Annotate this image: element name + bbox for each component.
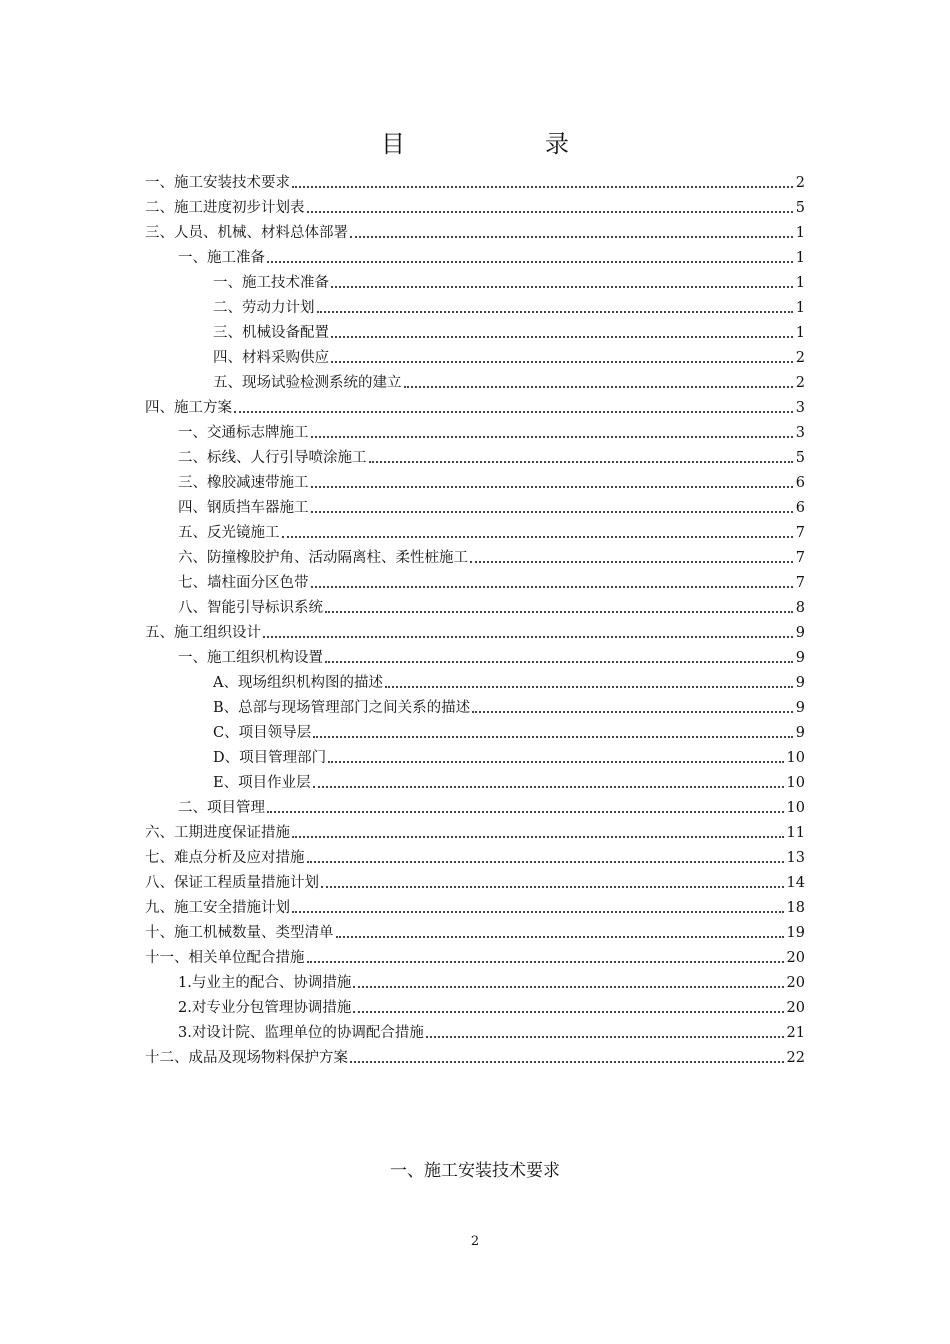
toc-entry-page: 20 bbox=[786, 950, 805, 966]
leader-dots bbox=[470, 560, 793, 563]
toc-entry[interactable] bbox=[213, 322, 805, 344]
leader-dots bbox=[307, 860, 784, 863]
toc-entry-page: 9 bbox=[795, 625, 805, 641]
leader-dots bbox=[404, 385, 793, 388]
toc-entry[interactable] bbox=[145, 897, 805, 919]
toc-entry[interactable] bbox=[145, 197, 805, 219]
toc-entry-page: 6 bbox=[795, 475, 805, 491]
toc-entry[interactable] bbox=[145, 872, 805, 894]
leader-dots bbox=[313, 785, 784, 788]
toc-entry[interactable] bbox=[178, 447, 805, 469]
leader-dots bbox=[311, 435, 793, 438]
leader-dots bbox=[317, 310, 793, 313]
toc-entry-label: 四、钢质挡车器施工 bbox=[178, 500, 309, 516]
toc-entry[interactable] bbox=[145, 922, 805, 944]
toc-entry[interactable] bbox=[178, 647, 805, 669]
toc-entry[interactable] bbox=[145, 947, 805, 969]
toc-entry[interactable] bbox=[213, 372, 805, 394]
toc-entry[interactable] bbox=[213, 672, 805, 694]
leader-dots bbox=[282, 535, 793, 538]
toc-entry-label: 二、项目管理 bbox=[178, 800, 265, 816]
toc-entry-label: 一、施工技术准备 bbox=[213, 275, 329, 291]
toc-entry[interactable] bbox=[178, 497, 805, 519]
toc-entry[interactable] bbox=[145, 397, 805, 419]
leader-dots bbox=[321, 885, 784, 888]
toc-entry-label: 七、墙柱面分区色带 bbox=[178, 575, 309, 591]
toc-entry[interactable] bbox=[145, 847, 805, 869]
toc-entry-label: 二、标线、人行引导喷涂施工 bbox=[178, 450, 367, 466]
leader-dots bbox=[311, 510, 793, 513]
toc-entry[interactable] bbox=[213, 297, 805, 319]
toc-entry-page: 10 bbox=[786, 775, 805, 791]
toc-entry[interactable] bbox=[178, 472, 805, 494]
toc-entry-page: 20 bbox=[786, 975, 805, 991]
toc-entry-page: 8 bbox=[795, 600, 805, 616]
toc-entry[interactable] bbox=[213, 347, 805, 369]
leader-dots bbox=[331, 335, 793, 338]
toc-entry-label: 五、反光镜施工 bbox=[178, 525, 280, 541]
toc-entry-label: 四、施工方案 bbox=[145, 400, 232, 416]
toc-entry-page: 1 bbox=[795, 225, 805, 241]
toc-entry[interactable] bbox=[178, 997, 805, 1019]
toc-entry-label: A、现场组织机构图的描述 bbox=[213, 675, 383, 691]
toc-entry-page: 1 bbox=[795, 250, 805, 266]
toc-entry-label: D、项目管理部门 bbox=[213, 750, 327, 766]
toc-entry-page: 20 bbox=[786, 1000, 805, 1016]
toc-entry-label: 六、工期进度保证措施 bbox=[145, 825, 290, 841]
toc-entry-page: 7 bbox=[795, 575, 805, 591]
toc-entry-page: 9 bbox=[795, 675, 805, 691]
toc-entry[interactable] bbox=[178, 522, 805, 544]
toc-entry-page: 18 bbox=[786, 900, 805, 916]
toc-entry[interactable] bbox=[145, 222, 805, 244]
toc-entry-label: 1.与业主的配合、协调措施 bbox=[178, 975, 352, 991]
toc-entry[interactable] bbox=[178, 972, 805, 994]
leader-dots bbox=[369, 460, 793, 463]
leader-dots bbox=[307, 960, 784, 963]
leader-dots bbox=[385, 685, 793, 688]
toc-title bbox=[0, 128, 950, 160]
toc-entry[interactable] bbox=[213, 272, 805, 294]
toc-entry[interactable] bbox=[178, 247, 805, 269]
toc-entry[interactable] bbox=[213, 747, 805, 769]
toc-entry[interactable] bbox=[178, 1022, 805, 1044]
toc-entry-page: 13 bbox=[786, 850, 805, 866]
toc-entry-label: 三、人员、机械、材料总体部署 bbox=[145, 225, 348, 241]
toc-entry-page: 2 bbox=[795, 375, 805, 391]
leader-dots bbox=[350, 235, 793, 238]
toc-entry-page: 7 bbox=[795, 550, 805, 566]
toc-entry-page: 7 bbox=[795, 525, 805, 541]
leader-dots bbox=[353, 985, 783, 988]
toc-entry-page: 19 bbox=[786, 925, 805, 941]
toc-entry-label: 六、防撞橡胶护角、活动隔离柱、柔性桩施工 bbox=[178, 550, 468, 566]
leader-dots bbox=[472, 710, 793, 713]
toc-entry-label: 二、施工进度初步计划表 bbox=[145, 200, 305, 216]
toc-entry[interactable] bbox=[178, 597, 805, 619]
toc-entry-label: 七、难点分析及应对措施 bbox=[145, 850, 305, 866]
leader-dots bbox=[331, 360, 793, 363]
toc-entry-label: 一、施工组织机构设置 bbox=[178, 650, 323, 666]
toc-entry-label: 三、机械设备配置 bbox=[213, 325, 329, 341]
toc-entry-label: 十一、相关单位配合措施 bbox=[145, 950, 305, 966]
toc-entry-page: 10 bbox=[786, 750, 805, 766]
toc-entry-label: E、项目作业层 bbox=[213, 775, 311, 791]
leader-dots bbox=[292, 835, 784, 838]
toc-entry-page: 6 bbox=[795, 500, 805, 516]
leader-dots bbox=[350, 1060, 784, 1063]
toc-entry-label: 一、施工安装技术要求 bbox=[145, 175, 290, 191]
leader-dots bbox=[267, 260, 793, 263]
leader-dots bbox=[311, 485, 793, 488]
toc-entry-label: 二、劳动力计划 bbox=[213, 300, 315, 316]
toc-entry-label: 八、保证工程质量措施计划 bbox=[145, 875, 319, 891]
toc-entry[interactable] bbox=[145, 1047, 805, 1069]
leader-dots bbox=[234, 410, 793, 413]
toc-entry-page: 5 bbox=[795, 200, 805, 216]
section-heading: 一、施工安装技术要求 bbox=[390, 1161, 560, 1181]
toc-entry-page: 3 bbox=[795, 400, 805, 416]
toc-entry-label: 2.对专业分包管理协调措施 bbox=[178, 1000, 352, 1016]
leader-dots bbox=[325, 610, 793, 613]
toc-entry[interactable] bbox=[178, 422, 805, 444]
toc-entry[interactable] bbox=[213, 697, 805, 719]
leader-dots bbox=[292, 185, 793, 188]
toc-entry-page: 2 bbox=[795, 350, 805, 366]
toc-entry-page: 10 bbox=[786, 800, 805, 816]
toc-entry-label: 四、材料采购供应 bbox=[213, 350, 329, 366]
toc-entry-page: 2 bbox=[795, 175, 805, 191]
toc-entry-page: 11 bbox=[786, 825, 805, 841]
toc-entry-page: 1 bbox=[795, 300, 805, 316]
leader-dots bbox=[331, 285, 793, 288]
toc-title-char-1: 目 bbox=[381, 130, 405, 158]
toc-entry-label: 3.对设计院、监理单位的协调配合措施 bbox=[178, 1025, 424, 1041]
toc-title-char-2: 录 bbox=[545, 130, 569, 158]
leader-dots bbox=[263, 635, 793, 638]
leader-dots bbox=[426, 1035, 784, 1038]
leader-dots bbox=[292, 910, 784, 913]
leader-dots bbox=[336, 935, 784, 938]
toc-entry[interactable] bbox=[145, 822, 805, 844]
toc-entry-label: 一、交通标志牌施工 bbox=[178, 425, 309, 441]
toc-entry[interactable] bbox=[178, 572, 805, 594]
toc-entry-page: 5 bbox=[795, 450, 805, 466]
leader-dots bbox=[311, 585, 793, 588]
toc-entry[interactable] bbox=[145, 172, 805, 194]
toc-entry-label: 一、施工准备 bbox=[178, 250, 265, 266]
toc-entry-label: 五、施工组织设计 bbox=[145, 625, 261, 641]
toc-entry-page: 22 bbox=[786, 1050, 805, 1066]
toc-entry[interactable] bbox=[178, 797, 805, 819]
toc-entry-page: 1 bbox=[795, 275, 805, 291]
toc-entry-page: 3 bbox=[795, 425, 805, 441]
toc-entry-label: 九、施工安全措施计划 bbox=[145, 900, 290, 916]
toc-entry-page: 14 bbox=[786, 875, 805, 891]
toc-entry-page: 1 bbox=[795, 325, 805, 341]
toc-entry-page: 21 bbox=[786, 1025, 805, 1041]
leader-dots bbox=[267, 810, 784, 813]
toc-entry-label: 八、智能引导标识系统 bbox=[178, 600, 323, 616]
toc-entry-label: 十二、成品及现场物料保护方案 bbox=[145, 1050, 348, 1066]
toc-entry-page: 9 bbox=[795, 725, 805, 741]
toc-entry[interactable] bbox=[145, 622, 805, 644]
toc-entry[interactable] bbox=[178, 547, 805, 569]
toc-entry-label: C、项目领导层 bbox=[213, 725, 312, 741]
toc-entry[interactable] bbox=[213, 772, 805, 794]
leader-dots bbox=[307, 210, 793, 213]
toc-entry-label: B、总部与现场管理部门之间关系的描述 bbox=[213, 700, 471, 716]
page-number: 2 bbox=[470, 1234, 480, 1249]
leader-dots bbox=[328, 760, 783, 763]
toc-entry-page: 9 bbox=[795, 700, 805, 716]
toc-entry-label: 十、施工机械数量、类型清单 bbox=[145, 925, 334, 941]
toc-entry[interactable] bbox=[213, 722, 805, 744]
toc-entry-label: 五、现场试验检测系统的建立 bbox=[213, 375, 402, 391]
leader-dots bbox=[313, 735, 793, 738]
toc-entry-label: 三、橡胶减速带施工 bbox=[178, 475, 309, 491]
leader-dots bbox=[325, 660, 793, 663]
toc-entry-page: 9 bbox=[795, 650, 805, 666]
leader-dots bbox=[353, 1010, 783, 1013]
